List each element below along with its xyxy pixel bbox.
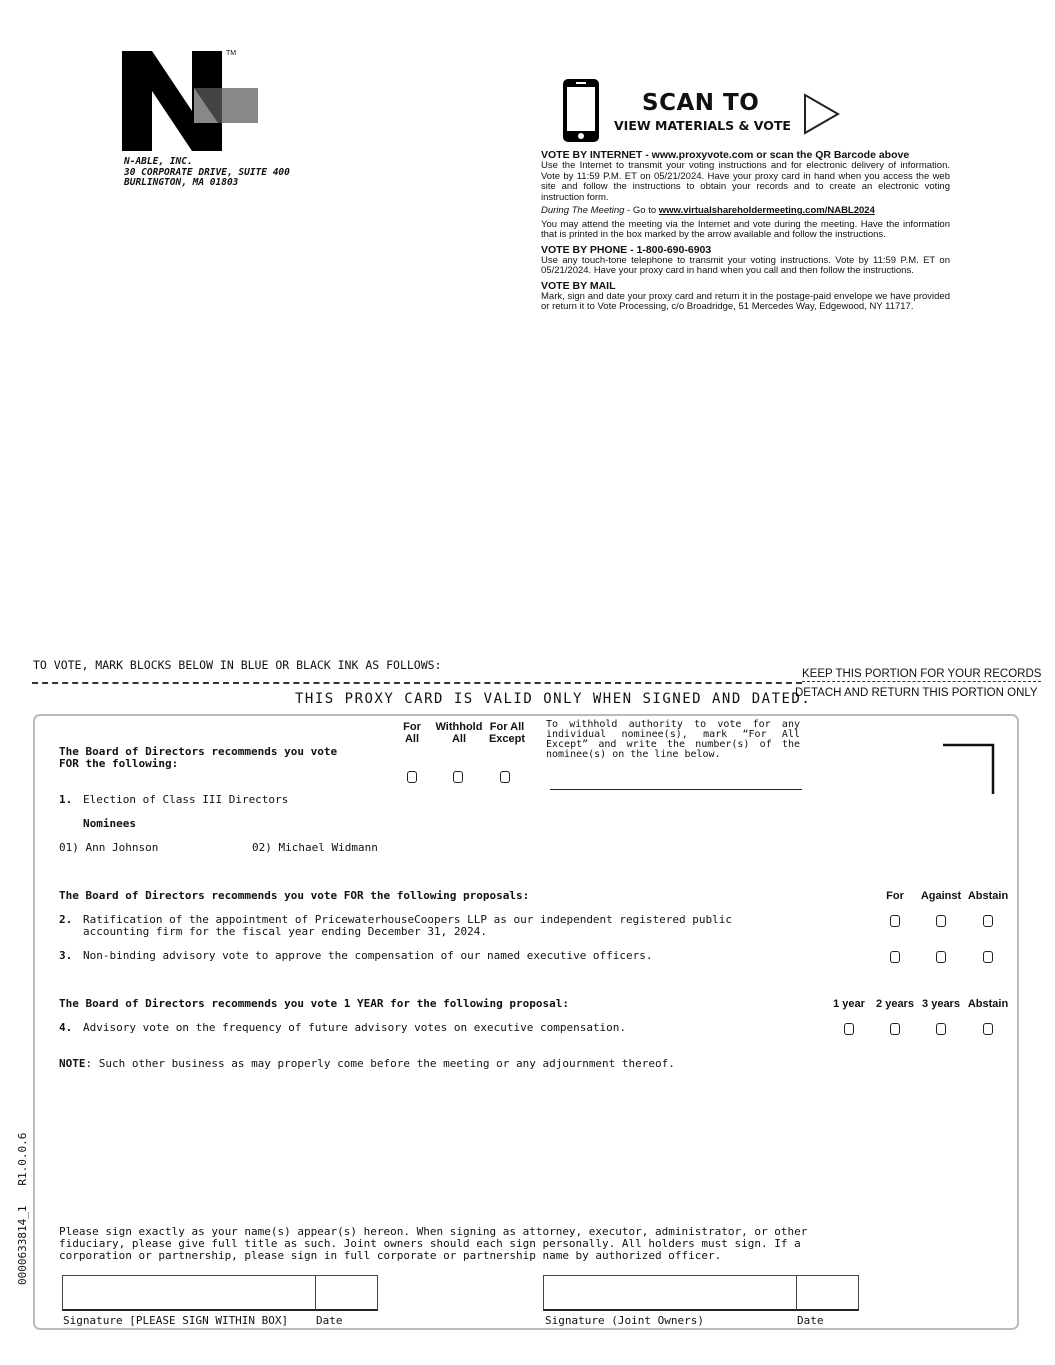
nominee-michael-widmann: 02) Michael Widmann	[252, 841, 378, 854]
item3-abstain-checkbox[interactable]	[983, 951, 993, 963]
item4-text: Advisory vote on the frequency of future advisory votes on executive compensation.	[83, 1021, 627, 1034]
withhold-instruction: To withhold authority to vote for any individual nominee(s), mark “For All Except” and write the number(s) of the nominee(s) on the line below.	[546, 719, 800, 760]
address-line1: 30 CORPORATE DRIVE, SUITE 400	[124, 166, 290, 178]
item4-1-year-checkbox[interactable]	[844, 1023, 854, 1035]
nominee-exception-line[interactable]	[550, 789, 802, 790]
directors-recommendation: The Board of Directors recommends you vote FOR the following:	[59, 745, 338, 770]
company-name: N-ABLE, INC.	[124, 156, 193, 167]
col-abstain-frequency: Abstain	[967, 998, 1009, 1010]
col-for-all: For All	[403, 721, 421, 745]
for-all-checkbox[interactable]	[407, 771, 417, 783]
vote-phone-text: Use any touch-tone telephone to transmit your voting instructions. Vote by 11:59 P.M. ET on 05/21/2024. Have your proxy card in hand when you call and then follow the instructions.	[541, 254, 950, 276]
note	[59, 1058, 675, 1070]
date-label: Date	[316, 1314, 343, 1327]
sign-instructions: Please sign exactly as your name(s) appear(s) hereon. When signing as attorney, executor, administrator, or other fiduciary, please give full title as such. Joint owners should each sign personally. All holders must sign. If a corporation or partnership, please sign in full corporate or partnership name by authorized officer.	[59, 1225, 808, 1262]
item4-abstain-checkbox[interactable]	[983, 1023, 993, 1035]
vote-internet-text: Use the Internet to transmit your voting instructions and for electronic delivery of information. Vote by 11:59 P.M. ET on 05/21/2024. Have your proxy card in hand when you access the web site and follow the instructions to obtain your records and to create an electronic voting instruction form.	[541, 160, 950, 203]
valid-notice: THIS PROXY CARD IS VALID ONLY WHEN SIGNED AND DATED.	[295, 691, 812, 707]
item1-text: Election of Class III Directors	[83, 793, 289, 806]
col-for: For	[886, 890, 904, 902]
item2-against-checkbox[interactable]	[936, 915, 946, 927]
col-1-year: 1 year	[833, 998, 865, 1010]
detach-return-label: DETACH AND RETURN THIS PORTION ONLY	[795, 687, 1038, 699]
joint-signature-box[interactable]	[543, 1275, 859, 1311]
item3-number: 3.	[59, 949, 73, 962]
vote-phone-heading: VOTE BY PHONE - 1-800-690-6903	[541, 243, 712, 256]
item2-text: Ratification of the appointment of PricewaterhouseCoopers LLP as our independent registered public accounting firm for the fiscal year ending December 31, 2024.	[83, 913, 733, 938]
proposals-recommendation: The Board of Directors recommends you vote FOR the following proposals:	[59, 889, 530, 902]
corner-mark	[942, 743, 996, 797]
item4-3-years-checkbox[interactable]	[936, 1023, 946, 1035]
meeting-text: You may attend the meeting via the Internet and vote during the meeting. Have the information that is printed in the box marked by the arrow available and follow the instructions.	[541, 218, 950, 240]
address-line2: BURLINGTON, MA 01803	[124, 177, 239, 188]
scan-title: SCAN TO	[642, 90, 760, 116]
col-against: Against	[920, 890, 962, 902]
meeting-url-link[interactable]: www.virtualshareholdermeeting.com/NABL2024	[658, 205, 875, 216]
vote-internet-heading: VOTE BY INTERNET - www.proxyvote.com or scan the QR Barcode above	[541, 149, 910, 161]
mark-instruction: TO VOTE, MARK BLOCKS BELOW IN BLUE OR BLACK INK AS FOLLOWS:	[33, 658, 442, 672]
play-arrow-icon	[803, 93, 841, 135]
keep-portion-label: KEEP THIS PORTION FOR YOUR RECORDS	[802, 668, 1042, 680]
company-address	[124, 157, 290, 189]
meeting-label: During The Meeting	[541, 205, 625, 216]
signature-date-divider	[315, 1276, 316, 1311]
item4-number: 4.	[59, 1021, 73, 1034]
trademark: TM	[226, 50, 237, 57]
joint-date-label: Date	[797, 1314, 824, 1327]
vote-by-internet	[541, 149, 950, 313]
item3-against-checkbox[interactable]	[936, 951, 946, 963]
item3-text: Non-binding advisory vote to approve the compensation of our named executive officers.	[83, 949, 653, 962]
item2-for-checkbox[interactable]	[890, 915, 900, 927]
n-able-logo	[122, 51, 262, 153]
item1-number: 1.	[59, 793, 73, 806]
nominees-label: Nominees	[83, 817, 136, 830]
col-for-all-except: For All Except	[488, 721, 526, 745]
scan-subtitle: VIEW MATERIALS & VOTE	[614, 118, 791, 133]
nominee-ann-johnson: 01) Ann Johnson	[59, 841, 159, 854]
mobile-phone-icon	[561, 78, 601, 144]
item2-number: 2.	[59, 913, 73, 926]
joint-signature-label: Signature (Joint Owners)	[545, 1314, 704, 1327]
frequency-recommendation: The Board of Directors recommends you vote 1 YEAR for the following proposal:	[59, 997, 569, 1010]
joint-signature-date-divider	[796, 1276, 797, 1311]
meeting-goto: - Go to	[624, 205, 659, 216]
note-label: NOTE	[59, 1057, 86, 1070]
vote-mail-text: Mark, sign and date your proxy card and return it in the postage-paid envelope we have provided or return it to Vote Processing, c/o Broadridge, 51 Mercedes Way, Edgewood, NY 11717.	[541, 290, 950, 312]
col-withhold-all: Withhold All	[435, 721, 483, 745]
item3-for-checkbox[interactable]	[890, 951, 900, 963]
note-text: : Such other business as may properly come before the meeting or any adjournment thereof.	[85, 1057, 675, 1070]
signature-box[interactable]	[62, 1275, 378, 1311]
col-abstain: Abstain	[967, 890, 1009, 902]
col-3-years: 3 years	[922, 998, 960, 1010]
vote-mail-heading: VOTE BY MAIL	[541, 279, 616, 292]
col-2-years: 2 years	[876, 998, 914, 1010]
item4-2-years-checkbox[interactable]	[890, 1023, 900, 1035]
for-all-except-checkbox[interactable]	[500, 771, 510, 783]
signature-label: Signature [PLEASE SIGN WITHIN BOX]	[63, 1314, 289, 1327]
withhold-all-checkbox[interactable]	[453, 771, 463, 783]
item2-abstain-checkbox[interactable]	[983, 915, 993, 927]
detach-line	[32, 682, 802, 684]
side-code: 0000633814_1 R1.0.0.6	[16, 1132, 29, 1285]
